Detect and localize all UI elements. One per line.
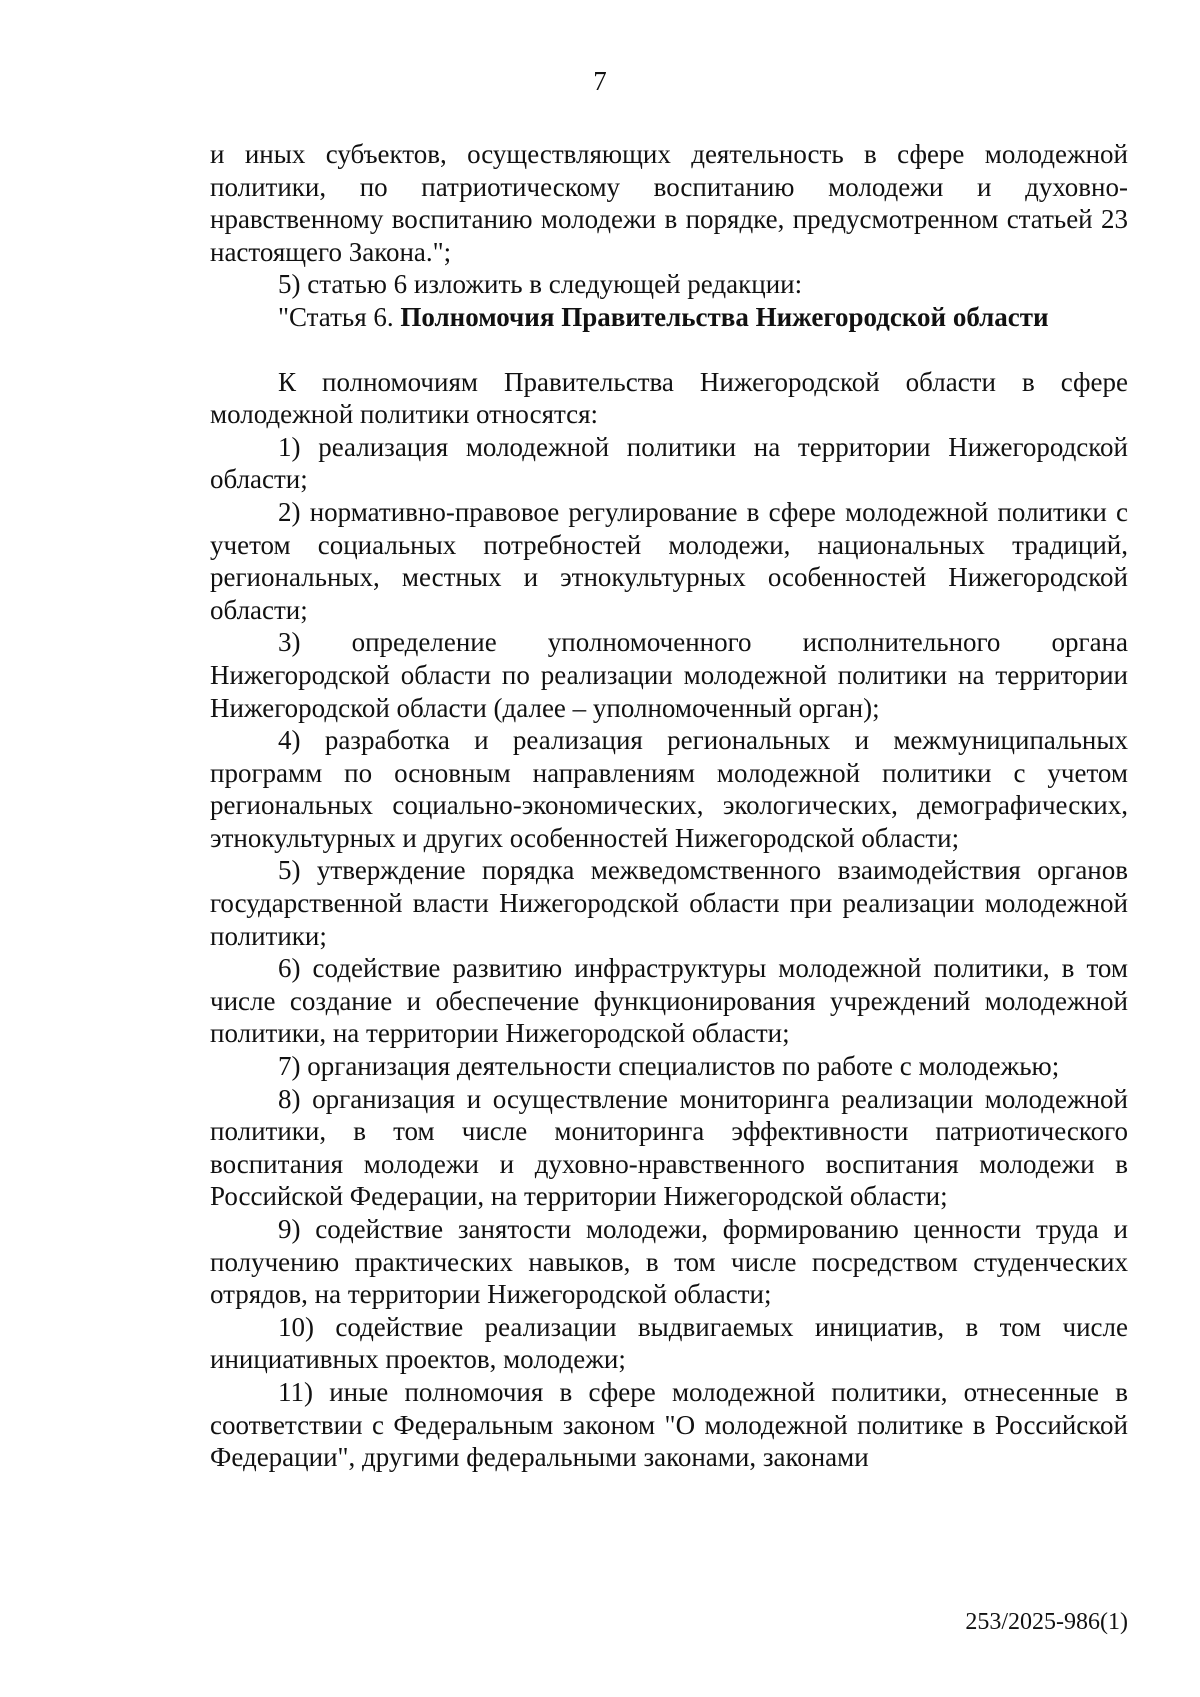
- paragraph-continuation: и иных субъектов, осуществляющих деятельность в сфере молодежной политики, по патриотическому воспитанию молодежи и духовно-нравственному воспитанию молодежи в порядке, предусмотренном статьей 23 настоящего Закона.";: [210, 139, 1128, 267]
- list-item-10: 10) содействие реализации выдвигаемых инициатив, в том числе инициативных проектов, молодежи;: [210, 1311, 1128, 1375]
- list-item-9: 9) содействие занятости молодежи, формированию ценности труда и получению практических навыков, в том числе посредством студенческих отрядов, на территории Нижегородской области;: [210, 1214, 1128, 1310]
- document-code: 253/2025-986(1): [965, 1609, 1128, 1635]
- page-number: 7: [593, 66, 607, 96]
- list-item-2: 2) нормативно-правовое регулирование в сфере молодежной политики с учетом социальных потребностей молодежи, национальных традиций, региональных, местных и этнокультурных особенностей Нижегородской области;: [210, 496, 1128, 625]
- list-item-11: 11) иные полномочия в сфере молодежной политики, отнесенные в соответствии с Федеральным законом "О молодежной политике в Российской Федерации", другими федеральными законами, законами: [210, 1376, 1128, 1473]
- paragraph-amendment-item-5: 5) статью 6 изложить в следующей редакции:: [278, 269, 803, 300]
- list-item-8: 8) организация и осуществление мониторинга реализации молодежной политики, в том числе мониторинга эффективности патриотического воспитания молодежи и духовно-нравственного воспитания молодежи в Российской Федерации, на территории Нижегородской области;: [210, 1083, 1128, 1212]
- article-heading: [210, 301, 1128, 334]
- list-item-6: 6) содействие развитию инфраструктуры молодежной политики, в том числе создание и обеспечение функционирования учреждений молодежной политики, на территории Нижегородской области;: [210, 953, 1128, 1049]
- list-item-3: 3) определение уполномоченного исполнительного органа Нижегородской области по реализации молодежной политики на территории Нижегородской области (далее – уполномоченный орган);: [210, 627, 1128, 723]
- article-number: "Статья 6.: [278, 301, 394, 332]
- list-item-4: 4) разработка и реализация региональных и межмуниципальных программ по основным направлениям молодежной политики с учетом региональных социально-экономических, экологических, демографических, этнокультурных и других особенностей Нижегородской области;: [210, 725, 1128, 853]
- list-item-1: 1) реализация молодежной политики на территории Нижегородской области;: [210, 431, 1128, 495]
- list-item-5: 5) утверждение порядка межведомственного взаимодействия органов государственной власти Нижегородской области при реализации молодежной политики;: [210, 855, 1128, 951]
- list-item-7: 7) организация деятельности специалистов по работе с молодежью;: [278, 1051, 1060, 1082]
- article-title: Полномочия Правительства Нижегородской области: [400, 301, 1049, 332]
- document-body: [210, 138, 1128, 1474]
- paragraph-intro: К полномочиям Правительства Нижегородской области в сфере молодежной политики относятся:: [210, 366, 1128, 430]
